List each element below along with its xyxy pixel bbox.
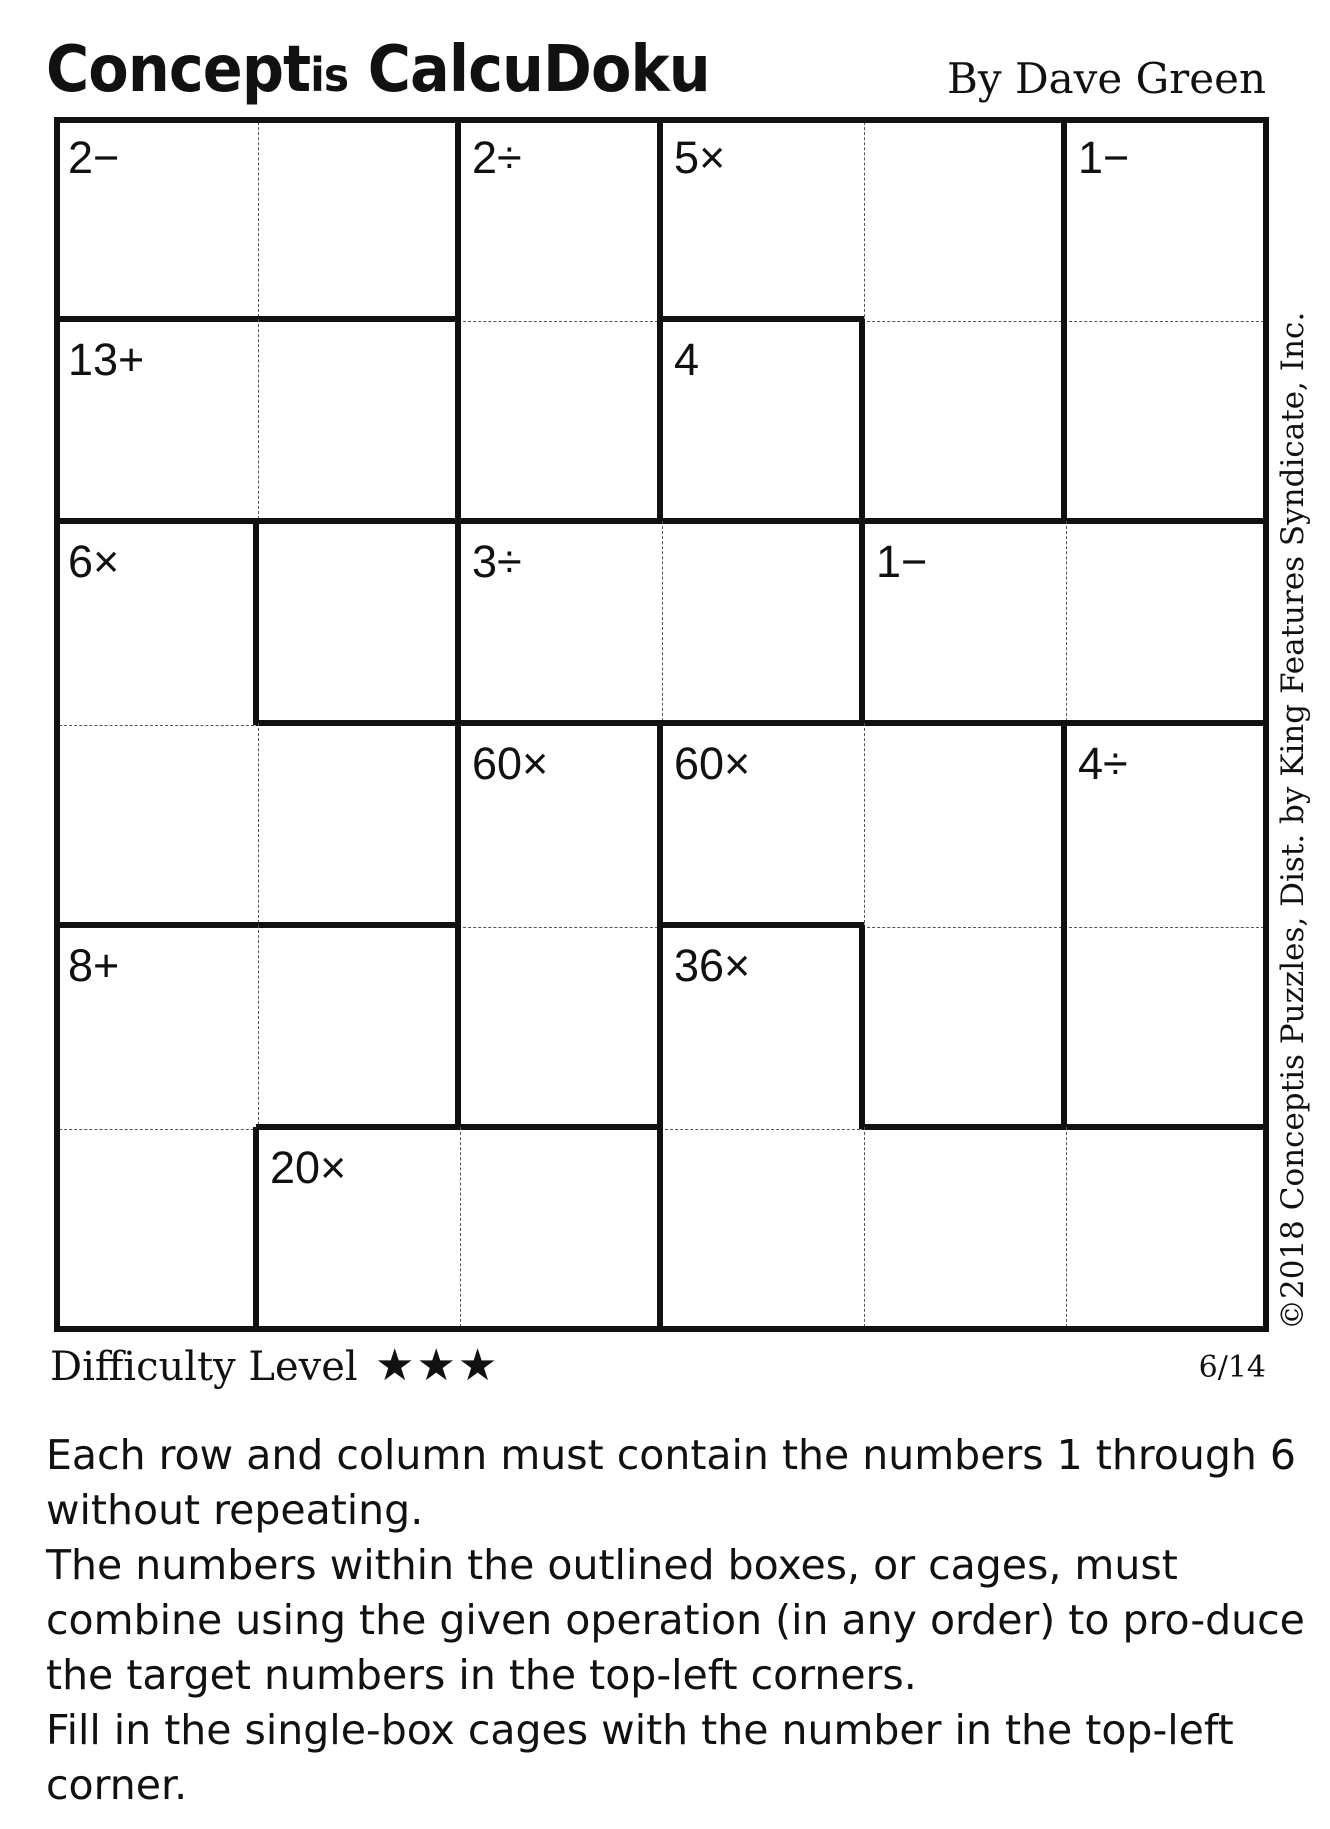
cage-clue: 8+	[68, 940, 120, 991]
grid-cell[interactable]	[862, 1127, 1067, 1332]
grid-cell[interactable]	[1064, 925, 1269, 1130]
cage-clue: 3÷	[472, 536, 522, 587]
cage-clue: 2−	[68, 132, 120, 183]
grid-cell[interactable]	[54, 723, 259, 928]
rule-3: Fill in the single-box cages with the number in the top-left corner.	[46, 1706, 1234, 1809]
grid-cell[interactable]	[256, 521, 461, 726]
grid-cell[interactable]	[256, 723, 461, 928]
cage-clue: 60×	[472, 738, 549, 789]
grid-cell[interactable]	[660, 521, 865, 726]
difficulty-label: Difficulty Level	[50, 1344, 358, 1390]
cage-clue: 6×	[68, 536, 120, 587]
rules-text	[46, 1428, 1316, 1813]
cage-clue: 1−	[876, 536, 928, 587]
grid-cell[interactable]	[458, 1127, 663, 1332]
grid-cell[interactable]	[256, 319, 461, 524]
cage-clue: 36×	[674, 940, 751, 991]
grid-cell[interactable]	[862, 723, 1067, 928]
grid-cell[interactable]	[256, 925, 461, 1130]
brand-suffix: is	[310, 48, 349, 102]
grid-cell[interactable]	[256, 117, 461, 322]
cage-clue: 20×	[270, 1142, 347, 1193]
author-byline: By Dave Green	[947, 54, 1266, 103]
copyright-notice: ©2018 Conceptis Puzzles, Dist. by King Features Syndicate, Inc.	[1275, 311, 1311, 1330]
cage-clue: 13+	[68, 334, 145, 385]
cage-clue: 4÷	[1078, 738, 1128, 789]
rule-1: Each row and column must contain the numbers 1 through 6 without repeating.	[46, 1431, 1296, 1534]
cage-clue: 5×	[674, 132, 726, 183]
grid-cell[interactable]	[458, 319, 663, 524]
cage-clue: 4	[674, 334, 700, 385]
grid-cell[interactable]	[54, 1127, 259, 1332]
puzzle-title	[46, 33, 710, 107]
grid-cell[interactable]	[1064, 1127, 1269, 1332]
puzzle-name: CalcuDoku	[348, 33, 710, 107]
cage-clue: 1−	[1078, 132, 1130, 183]
cage-clue: 60×	[674, 738, 751, 789]
grid-cell[interactable]	[458, 925, 663, 1130]
rule-2: The numbers within the outlined boxes, or cages, must combine using the given operation (in any order) to pro-duce the target numbers in the top-left corners.	[46, 1541, 1305, 1699]
grid-cell[interactable]	[862, 319, 1067, 524]
grid-cell[interactable]	[1064, 521, 1269, 726]
grid-cell[interactable]	[1064, 319, 1269, 524]
cage-clue: 2÷	[472, 132, 522, 183]
brand-name: Concept	[46, 33, 311, 107]
grid-cell[interactable]	[862, 117, 1067, 322]
puzzle-grid	[54, 117, 1266, 1329]
difficulty-stars: ★★★	[375, 1340, 500, 1391]
grid-cell[interactable]	[862, 925, 1067, 1130]
grid-cell[interactable]	[660, 1127, 865, 1332]
puzzle-date: 6/14	[1198, 1350, 1266, 1385]
